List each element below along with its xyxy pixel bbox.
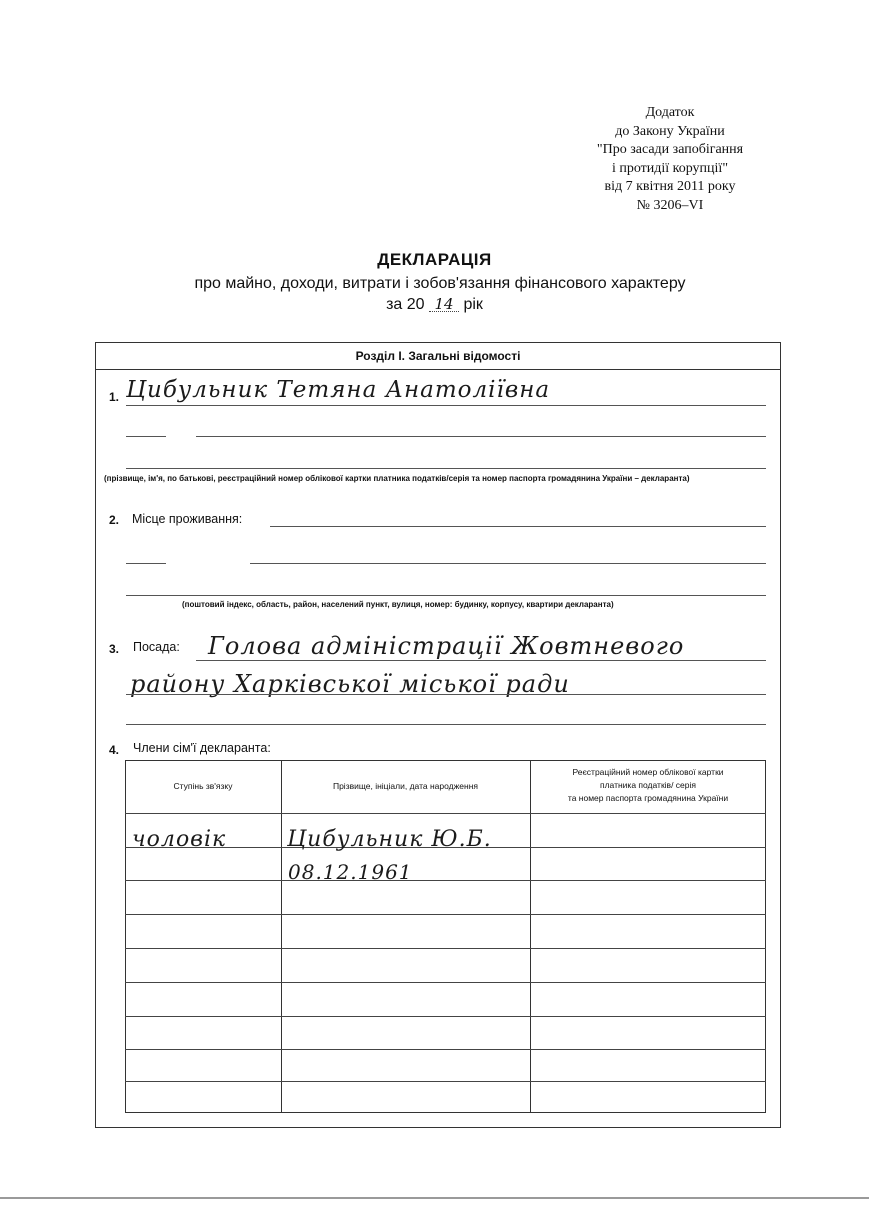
appendix-line: Додаток: [645, 105, 695, 120]
appendix-block: [540, 104, 800, 215]
year-handwritten-value: 14: [429, 297, 459, 312]
table-row: [125, 1049, 766, 1050]
item-4-label: Члени сім'ї декларанта:: [133, 741, 271, 755]
appendix-line: і протидії корупції": [611, 160, 729, 176]
item-3-line: [196, 660, 766, 661]
item-2-line: [250, 563, 766, 564]
table-row: [125, 982, 766, 983]
table-header-divider: [125, 813, 766, 814]
table-row: [125, 948, 766, 949]
table-row: [125, 1016, 766, 1017]
item-2-line: [126, 563, 166, 564]
scan-edge-line: [0, 1197, 869, 1199]
item-3-line: [126, 724, 766, 725]
table-row: [125, 1081, 766, 1082]
item-3-label: Посада:: [133, 640, 180, 654]
family-member-name: Цибульник Ю.Б.: [287, 827, 492, 852]
item-1-caption: (прізвище, ім'я, по батькові, реєстраційний номер облікової картки платника податків/серія та номер паспорта громадянина України – декларанта): [104, 474, 690, 483]
table-header-tax-id-line: платника податків/ серія: [599, 780, 696, 790]
item-2-line: [126, 595, 766, 596]
family-member-birth-date: 08.12.1961: [288, 860, 413, 884]
item-3-line: [126, 694, 766, 695]
document-year-line: [0, 296, 869, 314]
section-title: Розділ І. Загальні відомості: [95, 342, 781, 370]
item-4-number: 4.: [109, 743, 120, 757]
document-title: ДЕКЛАРАЦІЯ: [377, 250, 492, 269]
table-row: [125, 880, 766, 881]
appendix-line: від 7 квітня 2011 року: [604, 179, 736, 194]
item-2-line: [270, 526, 766, 527]
table-header-tax-id-line: Реєстраційний номер облікової картки: [572, 767, 724, 777]
item-1-handwritten-name: Цибульник Тетяна Анатоліївна: [126, 377, 551, 403]
table-header-tax-id-line: та номер паспорта громадянина України: [567, 793, 729, 803]
family-member-relation: чоловік: [132, 827, 227, 852]
year-suffix: рік: [463, 296, 483, 313]
document-subtitle: про майно, доходи, витрати і зобов'язання фінансового характеру: [194, 275, 686, 292]
appendix-line: "Про засади запобігання: [596, 142, 744, 157]
table-row: [125, 914, 766, 915]
table-header-name: Прізвище, ініціали, дата народження: [332, 781, 479, 791]
table-header-relation: Ступінь зв'язку: [173, 781, 233, 791]
item-1-line: [126, 436, 166, 437]
item-1-line: [196, 436, 766, 437]
appendix-line: № 3206–VI: [636, 197, 704, 213]
year-prefix: за 20: [386, 296, 425, 313]
item-1-number: 1.: [109, 390, 120, 404]
appendix-line: до Закону України: [615, 123, 725, 139]
item-2-caption: (поштовий індекс, область, район, населений пункт, вулиця, номер: будинку, корпусу, квартири декларанта): [182, 600, 614, 609]
item-1-line: [126, 405, 766, 406]
table-header-tax-id: [530, 766, 766, 805]
item-3-handwritten-position-line-2: району Харківської міської ради: [130, 670, 570, 698]
item-2-number: 2.: [109, 513, 120, 527]
item-2-label: Місце проживання:: [132, 512, 243, 526]
item-1-line: [126, 468, 766, 469]
item-3-number: 3.: [109, 642, 120, 656]
item-3-handwritten-position-line-1: Голова адміністрації Жовтневого: [208, 632, 685, 660]
